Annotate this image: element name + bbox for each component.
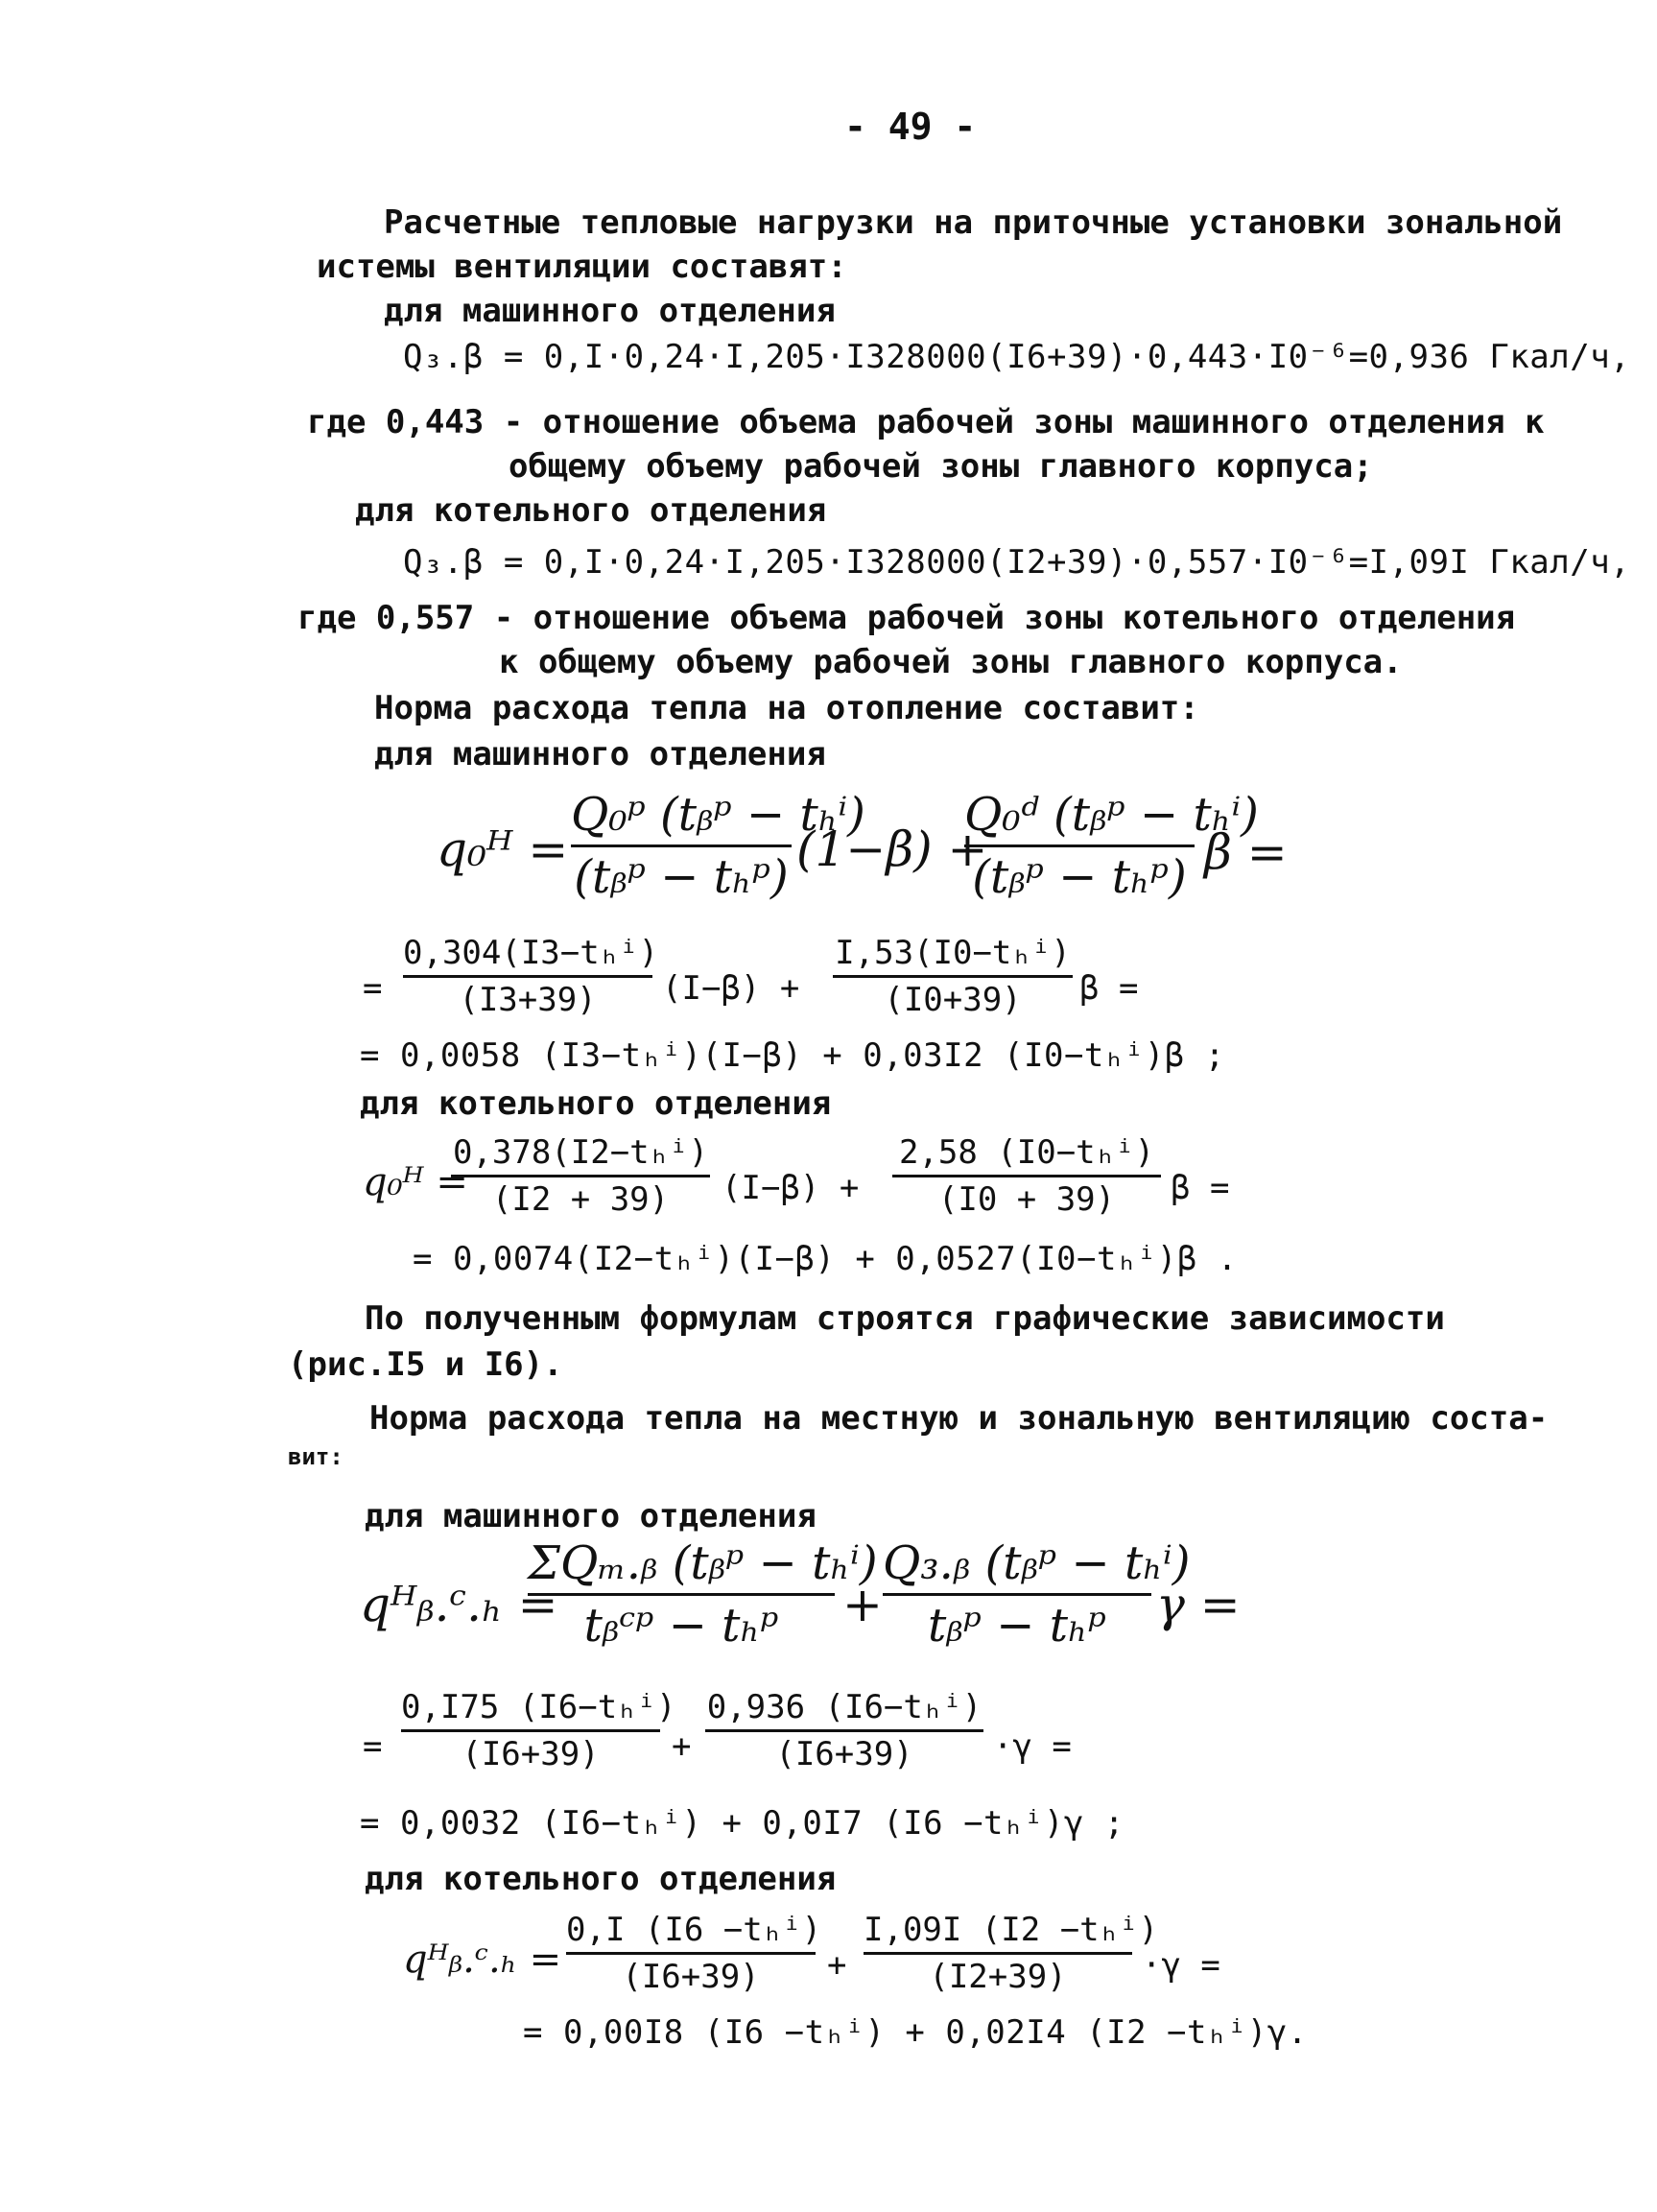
subheading: для машинного отделения <box>384 292 836 330</box>
equation-line: Q₃.β = 0,I·0,24·I,205·I328000(I6+39)·0,443·I0⁻⁶=0,936 Гкал/ч, <box>403 338 1631 376</box>
fraction-bar <box>401 1729 660 1732</box>
fraction-denominator: tᵦᶜᵖ − tₕᵖ <box>583 1599 779 1653</box>
fraction-numerator: Q₃.ᵦ (tᵦᵖ − tₕⁱ) <box>883 1536 1191 1590</box>
formula-tail: ·γ = <box>1142 1946 1220 1985</box>
paragraph-line: вит: <box>288 1443 343 1470</box>
fraction-numerator: 2,58 (I0−tₕⁱ) <box>898 1133 1155 1172</box>
paragraph-line: Расчетные тепловые нагрузки на приточные установки зональной <box>384 203 1563 242</box>
paragraph-line: где 0,443 - отношение объема рабочей зоны машинного отделения к <box>307 403 1545 441</box>
fraction <box>528 1535 878 1653</box>
subheading: для машинного отделения <box>365 1497 817 1535</box>
equation-line: = 0,0058 (I3−tₕⁱ)(I−β) + 0,03I2 (I0−tₕⁱ)β ; <box>360 1036 1225 1075</box>
paragraph-line: истемы вентиляции составят: <box>317 248 847 286</box>
paragraph-line: (рис.I5 и I6). <box>288 1345 563 1384</box>
subheading: для котельного отделения <box>355 491 827 530</box>
fraction-denominator: (I2+39) <box>929 1958 1067 1996</box>
formula-operator: + <box>827 1946 847 1985</box>
formula-tail: β = <box>1204 824 1288 880</box>
fraction-bar <box>864 1952 1132 1955</box>
formula-lead: = <box>363 1727 383 1766</box>
fraction-bar <box>833 975 1073 978</box>
formula-lhs: q₀ᴴ = <box>437 821 569 877</box>
page-number: - 49 - <box>844 106 977 148</box>
fraction <box>964 787 1259 905</box>
paragraph-line: Норма расхода тепла на местную и зональную вентиляцию соста- <box>369 1399 1549 1438</box>
paragraph-line: Норма расхода тепла на отопление составит: <box>374 689 1199 727</box>
paragraph-line: общему объему рабочей зоны главного корпуса; <box>509 447 1373 486</box>
fraction-denominator: (I0 + 39) <box>937 1180 1116 1219</box>
subheading: для котельного отделения <box>360 1084 832 1123</box>
fraction-denominator: (tᵦᵖ − tₕᵖ) <box>972 850 1187 904</box>
fraction-bar <box>403 975 652 978</box>
equation-line: = 0,0032 (I6−tₕⁱ) + 0,0I7 (I6 −tₕⁱ)γ ; <box>360 1804 1124 1843</box>
fraction-numerator: Q₀ᵖ (tᵦᵖ − tₕⁱ) <box>571 788 865 842</box>
formula-operator: (I−β) + <box>662 969 800 1008</box>
fraction-bar <box>883 1593 1151 1596</box>
fraction <box>892 1132 1161 1220</box>
fraction-numerator: 0,I75 (I6−tₕⁱ) <box>401 1688 676 1726</box>
fraction-numerator: ΣQₘ.ᵦ (tᵦᵖ − tₕⁱ) <box>528 1536 878 1590</box>
fraction <box>451 1132 710 1220</box>
subheading: для котельного отделения <box>365 1860 837 1898</box>
fraction-numerator: 0,378(I2−tₕⁱ) <box>452 1133 709 1172</box>
formula-lead: = <box>363 969 383 1008</box>
fraction-numerator: I,53(I0−tₕⁱ) <box>835 934 1071 972</box>
formula-operator: + <box>672 1727 692 1766</box>
fraction <box>883 1535 1191 1653</box>
equation-line: Q₃.β = 0,I·0,24·I,205·I328000(I2+39)·0,557·I0⁻⁶=I,09I Гкал/ч, <box>403 543 1631 582</box>
fraction <box>705 1687 983 1774</box>
fraction-bar <box>451 1175 710 1177</box>
formula-tail: γ = <box>1156 1577 1241 1632</box>
fraction-numerator: Q₀ᵈ (tᵦᵖ − tₕⁱ) <box>964 788 1259 842</box>
formula-tail: β = <box>1171 1169 1230 1207</box>
fraction-denominator: (I6+39) <box>775 1735 913 1773</box>
equation-line: = 0,00I8 (I6 −tₕⁱ) + 0,02I4 (I2 −tₕⁱ)γ. <box>523 2013 1308 2052</box>
formula-operator: (I−β) + <box>722 1169 860 1207</box>
fraction-denominator: tᵦᵖ − tₕᵖ <box>928 1599 1106 1653</box>
fraction-bar <box>705 1729 983 1732</box>
formula-tail: ·γ = <box>993 1727 1072 1766</box>
equation-line: = 0,0074(I2−tₕⁱ)(I−β) + 0,0527(I0−tₕⁱ)β . <box>413 1240 1238 1278</box>
paragraph-line: к общему объему рабочей зоны главного корпуса. <box>499 643 1403 681</box>
subheading: для машинного отделения <box>374 735 826 773</box>
formula-operator: (1−β) + <box>796 821 988 877</box>
fraction-numerator: 0,I (I6 −tₕⁱ) <box>566 1911 822 1949</box>
formula-lhs: qᴴᵦ.ᶜ.ₕ = <box>360 1577 558 1632</box>
formula-operator: + <box>842 1577 883 1632</box>
fraction-numerator: I,09I (I2 −tₕⁱ) <box>864 1911 1159 1949</box>
paragraph-line: где 0,557 - отношение объема рабочей зоны котельного отделения <box>297 599 1516 637</box>
fraction-bar <box>528 1593 835 1596</box>
fraction-bar <box>566 1952 816 1955</box>
fraction <box>566 1910 822 1997</box>
fraction-numerator: 0,304(I3−tₕⁱ) <box>403 934 659 972</box>
fraction-denominator: (I3+39) <box>459 981 597 1019</box>
fraction <box>403 933 659 1020</box>
fraction <box>401 1687 676 1774</box>
fraction-denominator: (tᵦᵖ − tₕᵖ) <box>574 850 789 904</box>
formula-tail: β = <box>1079 969 1139 1008</box>
fraction-bar <box>571 844 792 847</box>
fraction <box>833 933 1073 1020</box>
fraction <box>864 1910 1159 1997</box>
fraction-numerator: 0,936 (I6−tₕⁱ) <box>706 1688 982 1726</box>
fraction-bar <box>964 844 1195 847</box>
fraction-denominator: (I6+39) <box>462 1735 600 1773</box>
formula-lhs: q₀ᴴ = <box>363 1160 468 1204</box>
fraction-denominator: (I6+39) <box>622 1958 760 1996</box>
formula-lhs: qᴴᵦ.ᶜ.ₕ = <box>403 1938 562 1982</box>
fraction <box>571 787 865 905</box>
paragraph-line: По полученным формулам строятся графические зависимости <box>365 1299 1445 1338</box>
fraction-bar <box>892 1175 1161 1177</box>
fraction-denominator: (I2 + 39) <box>491 1180 670 1219</box>
fraction-denominator: (I0+39) <box>884 981 1022 1019</box>
